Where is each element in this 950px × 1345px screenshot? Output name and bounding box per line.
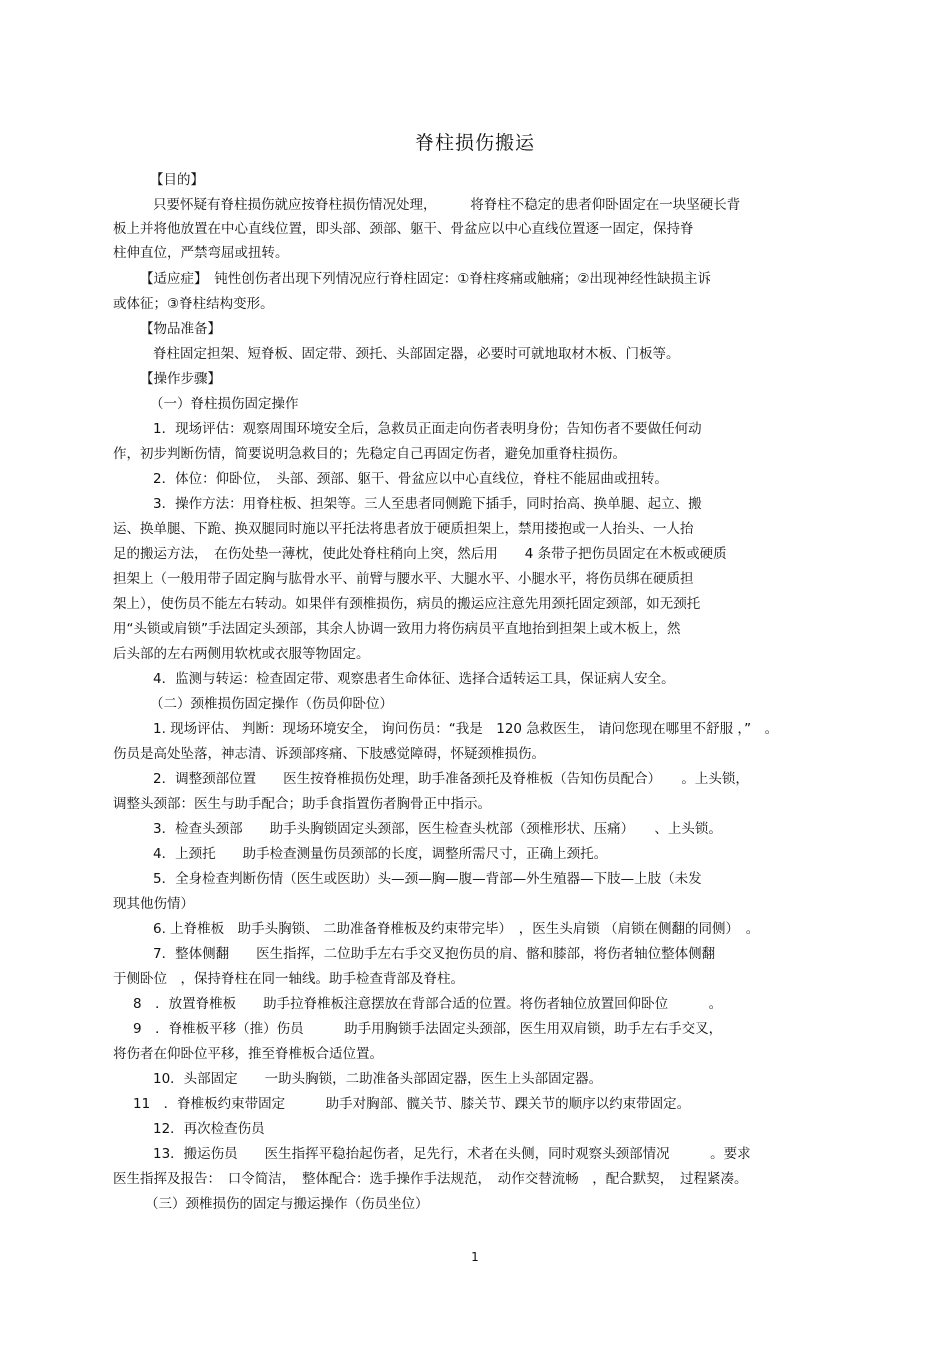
text-line: 板上并将他放置在中心直线位置，即头部、颈部、躯干、骨盆应以中心直线位置逐一固定，保持脊 — [113, 221, 694, 237]
heading-materials: 【物品准备】 — [140, 321, 221, 337]
text-line: 架上），使伤员不能左右转动。如果伴有颈椎损伤，病员的搬运应注意先用颈托固定颈部，如无颈托 — [113, 596, 701, 612]
text-line: 作，初步判断伤情，简要说明急救目的；先稳定自己再固定伤者，避免加重脊柱损伤。 — [113, 446, 626, 462]
text-line: 用“头锁或肩锁”手法固定头颈部，其余人协调一致用力将伤病员平直地抬到担架上或木板上，然 — [113, 621, 681, 637]
heading-steps: 【操作步骤】 — [140, 371, 221, 387]
text-line: 担架上（一般用带子固定胸与肱骨水平、前臂与腰水平、大腿水平、小腿水平，将伤员绑在硬质担 — [113, 571, 694, 587]
text-line: 11 ．脊椎板约束带固定 助手对胸部、髋关节、膝关节、踝关节的顺序以约束带固定。 — [133, 1096, 691, 1112]
text-line: 柱伸直位，严禁弯屈或扭转。 — [113, 245, 289, 261]
text-line: 10．头部固定 一助头胸锁，二助准备头部固定器，医生上头部固定器。 — [153, 1071, 603, 1087]
text-line: 1．现场评估：观察周围环境安全后，急救员正面走向伤者表明身份；告知伤者不要做任何动 — [153, 421, 702, 437]
text-line: 7．整体侧翻 医生指挥，二位助手左右手交叉抱伤员的肩、髂和膝部，将伤者轴位整体侧翻 — [153, 946, 716, 962]
text-line: 12．再次检查伤员 — [153, 1121, 265, 1137]
section-heading: （一）脊柱损伤固定操作 — [150, 396, 299, 412]
text-line: 足的搬运方法， 在伤处垫一薄枕，使此处脊柱稍向上突，然后用 4 条带子把伤员固定在木板或硬质 — [113, 546, 727, 562]
text-line: 3．操作方法：用脊柱板、担架等。三人至患者同侧跪下插手，同时抬高、换单腿、起立、搬 — [153, 496, 702, 512]
text-line: 伤员是高处坠落，神志清、诉颈部疼痛、下肢感觉障碍，怀疑颈椎损伤。 — [113, 746, 545, 762]
text-line: 后头部的左右两侧用软枕或衣服等物固定。 — [113, 646, 370, 662]
text-line: 9 ．脊椎板平移（推）伤员 助手用胸锁手法固定头颈部，医生用双肩锁，助手左右手交叉， — [133, 1021, 723, 1037]
text-line: 2．体位：仰卧位， 头部、颈部、躯干、骨盆应以中心直线位，脊柱不能屈曲或扭转。 — [153, 471, 668, 487]
text-line: 3．检查头颈部 助手头胸锁固定头颈部，医生检查头枕部（颈椎形状、压痛） 、上头锁。 — [153, 821, 722, 837]
text-line: 13．搬运伤员 医生指挥平稳抬起伤者，足先行，术者在头侧，同时观察头颈部情况 。要求 — [153, 1146, 751, 1162]
text-line: 2．调整颈部位置 医生按脊椎损伤处理，助手准备颈托及脊椎板（告知伤员配合） 。上头锁， — [153, 771, 749, 787]
text-line: 调整头颈部：医生与助手配合；助手食指置伤者胸骨正中指示。 — [113, 796, 491, 812]
text-line: 4．上颈托 助手检查测量伤员颈部的长度，调整所需尺寸，正确上颈托。 — [153, 846, 608, 862]
text-line: 5．全身检查判断伤情（医生或医助）头—颈—胸—腹—背部—外生殖器—下肢—上肢（未发 — [153, 871, 702, 887]
heading-indications: 【适应症】 钝性创伤者出现下列情况应行脊柱固定：①脊柱疼痛或触痛；②出现神经性缺损主诉 — [140, 271, 711, 287]
heading-purpose: 【目的】 — [150, 172, 204, 188]
text-line: 脊柱固定担架、短脊板、固定带、颈托、头部固定器，必要时可就地取材木板、门板等。 — [153, 346, 680, 362]
text-line: 8 ．放置脊椎板 助手拉脊椎板注意摆放在背部合适的位置。将伤者轴位放置回仰卧位 。 — [133, 996, 723, 1012]
text-line: 运、换单腿、下跪、换双腿同时施以平托法将患者放于硬质担架上，禁用搂抱或一人抬头、一人抬 — [113, 521, 694, 537]
text-line: 于侧卧位 ，保持脊柱在同一轴线。助手检查背部及脊柱。 — [113, 971, 464, 987]
text-line: 将伤者在仰卧位平移，推至脊椎板合适位置。 — [113, 1046, 383, 1062]
section-heading: （三）颈椎损伤的固定与搬运操作（伤员坐位） — [145, 1196, 429, 1212]
text-line: 6. 上脊椎板 助手头胸锁、 二助准备脊椎板及约束带完毕） ，医生头肩锁 （肩锁在侧翻的同侧） 。 — [153, 921, 760, 937]
text-line: 1. 现场评估、 判断：现场环境安全， 询问伤员：“我是 120 急救医生， 请问您现在哪里不舒服 ，” 。 — [153, 721, 779, 737]
document-title: 脊柱损伤搬运 — [414, 132, 535, 154]
text-line: 4．监测与转运：检查固定带、观察患者生命体征、选择合适转运工具，保证病人安全。 — [153, 671, 675, 687]
text-line: 现其他伤情） — [113, 896, 194, 912]
section-heading: （二）颈椎损伤固定操作（伤员仰卧位） — [150, 696, 393, 712]
page-number: 1 — [471, 1250, 479, 1264]
text-line: 医生指挥及报告： 口令简洁， 整体配合：选手操作手法规范， 动作交替流畅 ，配合默契， 过程紧凑。 — [113, 1171, 748, 1187]
text-line: 只要怀疑有脊柱损伤就应按脊柱损伤情况处理， 将脊柱不稳定的患者仰卧固定在一块坚硬长背 — [153, 197, 741, 213]
text-line: 或体征；③脊柱结构变形。 — [113, 296, 274, 312]
